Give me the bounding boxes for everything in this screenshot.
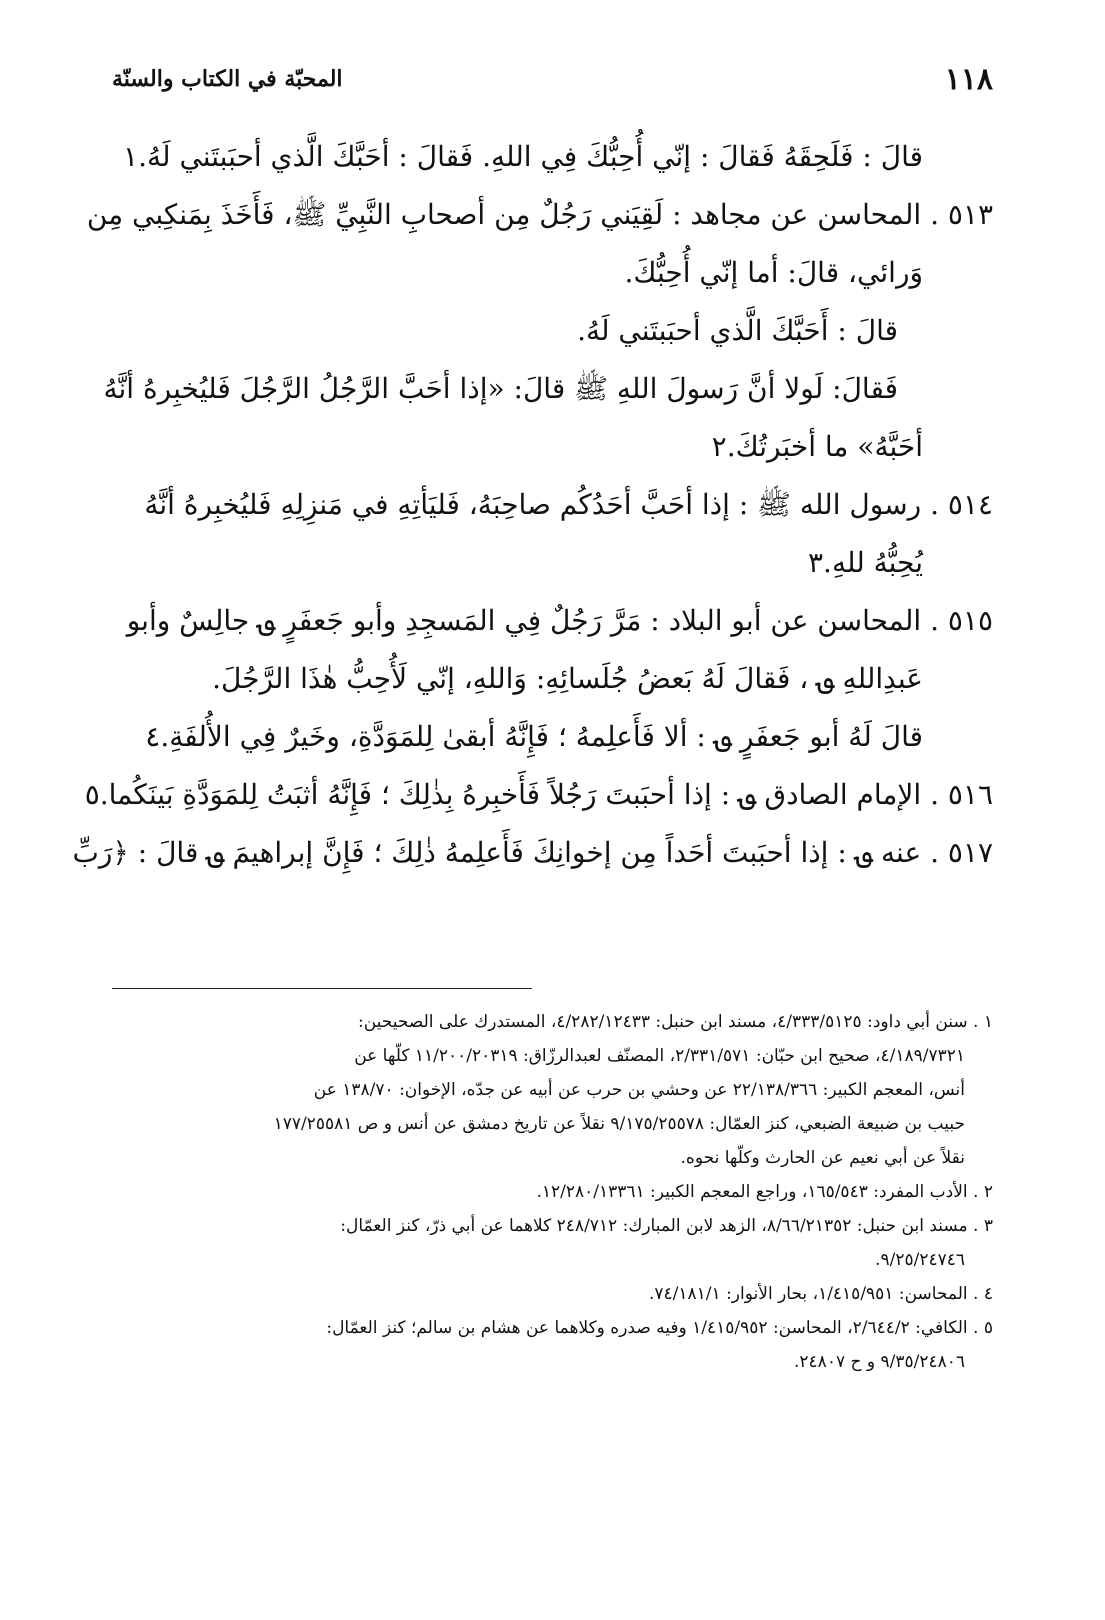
text-line: عَبدِاللهِ ؈ ، فَقالَ لَهُ بَعضُ جُلَسائِهِ: وَاللهِ، إنّي لَأُحِبُّ هٰذَا الرَّجُلَ. <box>212 662 923 695</box>
hadith-514-line: ٥١٤ . رسول الله ﷺ : إذا أحَبَّ أحَدُكُم صاحِبَهُ، فَليَأتِهِ في مَنزِلِهِ فَليُخبِرهُ أنَّهُ <box>144 488 993 521</box>
footnote-5-cont: ٩/٣٥/٢٤٨٠٦ و ح ٢٤٨٠٧. <box>794 1352 965 1372</box>
footnotes <box>112 1005 993 1379</box>
footnote-1-cont: حبيب بن ضبيعة الضبعي، كنز العمّال: ٩/١٧٥/٢٥٥٧٨ نقلاً عن تاريخ دمشق عن أنس و ص ١٧٧/٢٥٥٨١ <box>273 1114 965 1134</box>
text-line: وَرائي، قالَ: أما إنّي أُحِبُّكَ. <box>624 256 923 289</box>
footnote-divider <box>112 988 532 989</box>
footnote-1-cont: أنس، المعجم الكبير: ٢٢/١٣٨/٣٦٦ عن وحشي بن حرب عن أبيه عن جدّه، الإخوان: ١٣٨/٧٠ عن <box>313 1080 965 1100</box>
hadith-517-line: ٥١٧ . عنه ؈ : إذا أحبَبتَ أحَداً مِن إخوانِكَ فَأَعلِمهُ ذٰلِكَ ؛ فَإِنَّ إبراهيمَ ؈ قالَ : ﴿رَبِّ <box>72 836 993 869</box>
footnote-5: ٥ . الكافي: ٢/٦٤٤/٢، المحاسن: ١/٤١٥/٩٥٢ وفيه صدره وكلاهما عن هشام بن سالم؛ كنز العمّال: <box>326 1318 993 1338</box>
hadith-515-line: ٥١٥ . المحاسن عن أبو البلاد : مَرَّ رَجُلٌ فِي المَسجِدِ وأبو جَعفَرٍ ؈ جالِسٌ وأبو <box>126 604 993 637</box>
footnote-2: ٢ . الأدب المفرد: ١٦٥/٥٤٣، وراجع المعجم الكبير: ١٢/٢٨٠/١٣٣٦١. <box>536 1182 993 1202</box>
text-line: قالَ : فَلَحِقَهُ فَقالَ : إنّي أُحِبُّكَ فِي اللهِ. فَقالَ : أحَبَّكَ الَّذي أحبَبتَني لَهُ.١ <box>123 140 923 173</box>
hadith-513-line: ٥١٣ . المحاسن عن مجاهد : لَقِيَني رَجُلٌ مِن أصحابِ النَّبِيِّ ﷺ، فَأَخَذَ بِمَنكِبي مِن <box>86 198 993 231</box>
text-line: يُحِبُّهُ للهِ.٣ <box>808 546 923 579</box>
running-title: المحبّة في الكتاب والسنّة <box>112 66 343 92</box>
hadith-516-line: ٥١٦ . الإمام الصادق ؈ : إذا أحبَبتَ رَجُلاً فَأَخبِرهُ بِذٰلِكَ ؛ فَإِنَّهُ أثبَتُ لِلمَوَدَّةِ بَينَكُما.٥ <box>84 778 993 811</box>
text-line: قالَ لَهُ أبو جَعفَرٍ ؈ : ألا فَأَعلِمهُ ؛ فَإِنَّهُ أبقىٰ لِلمَوَدَّةِ، وخَيرٌ فِي الأُلفَةِ.٤ <box>145 720 923 753</box>
footnote-1: ١ . سنن أبي داود: ٤/٣٣٣/٥١٢٥، مسند ابن حنبل: ٤/٢٨٢/١٢٤٣٣، المستدرك على الصحيحين: <box>357 1012 993 1032</box>
page-number: ١١٨ <box>944 62 993 97</box>
footnote-3-cont: ٩/٢٥/٢٤٧٤٦. <box>875 1250 965 1270</box>
footnote-1-cont: نقلاً عن أبي نعيم عن الحارث وكلّها نحوه. <box>680 1148 965 1168</box>
main-text <box>72 128 993 882</box>
footnote-3: ٣ . مسند ابن حنبل: ٨/٦٦/٢١٣٥٢، الزهد لابن المبارك: ٢٤٨/٧١٢ كلاهما عن أبي ذرّ، كنز العمّال: <box>340 1216 993 1236</box>
text-line: فَقالَ: لَولا أنَّ رَسولَ اللهِ ﷺ قالَ: «إذا أحَبَّ الرَّجُلُ الرَّجُلَ فَليُخبِرهُ أنَّهُ <box>103 372 898 405</box>
page-header <box>112 62 993 102</box>
footnote-4: ٤ . المحاسن: ١/٤١٥/٩٥١، بحار الأنوار: ٧٤/١٨١/١. <box>649 1284 993 1304</box>
text-line: قالَ : أَحَبَّكَ الَّذي أحبَبتَني لَهُ. <box>577 314 898 347</box>
footnote-1-cont: ٤/١٨٩/٧٣٢١، صحيح ابن حبّان: ٢/٣٣١/٥٧١، المصنّف لعبدالرزّاق: ١١/٢٠٠/٢٠٣١٩ كلّها عن <box>354 1046 965 1066</box>
text-line: أحَبَّهُ» ما أخبَرتُكَ.٢ <box>711 430 923 463</box>
